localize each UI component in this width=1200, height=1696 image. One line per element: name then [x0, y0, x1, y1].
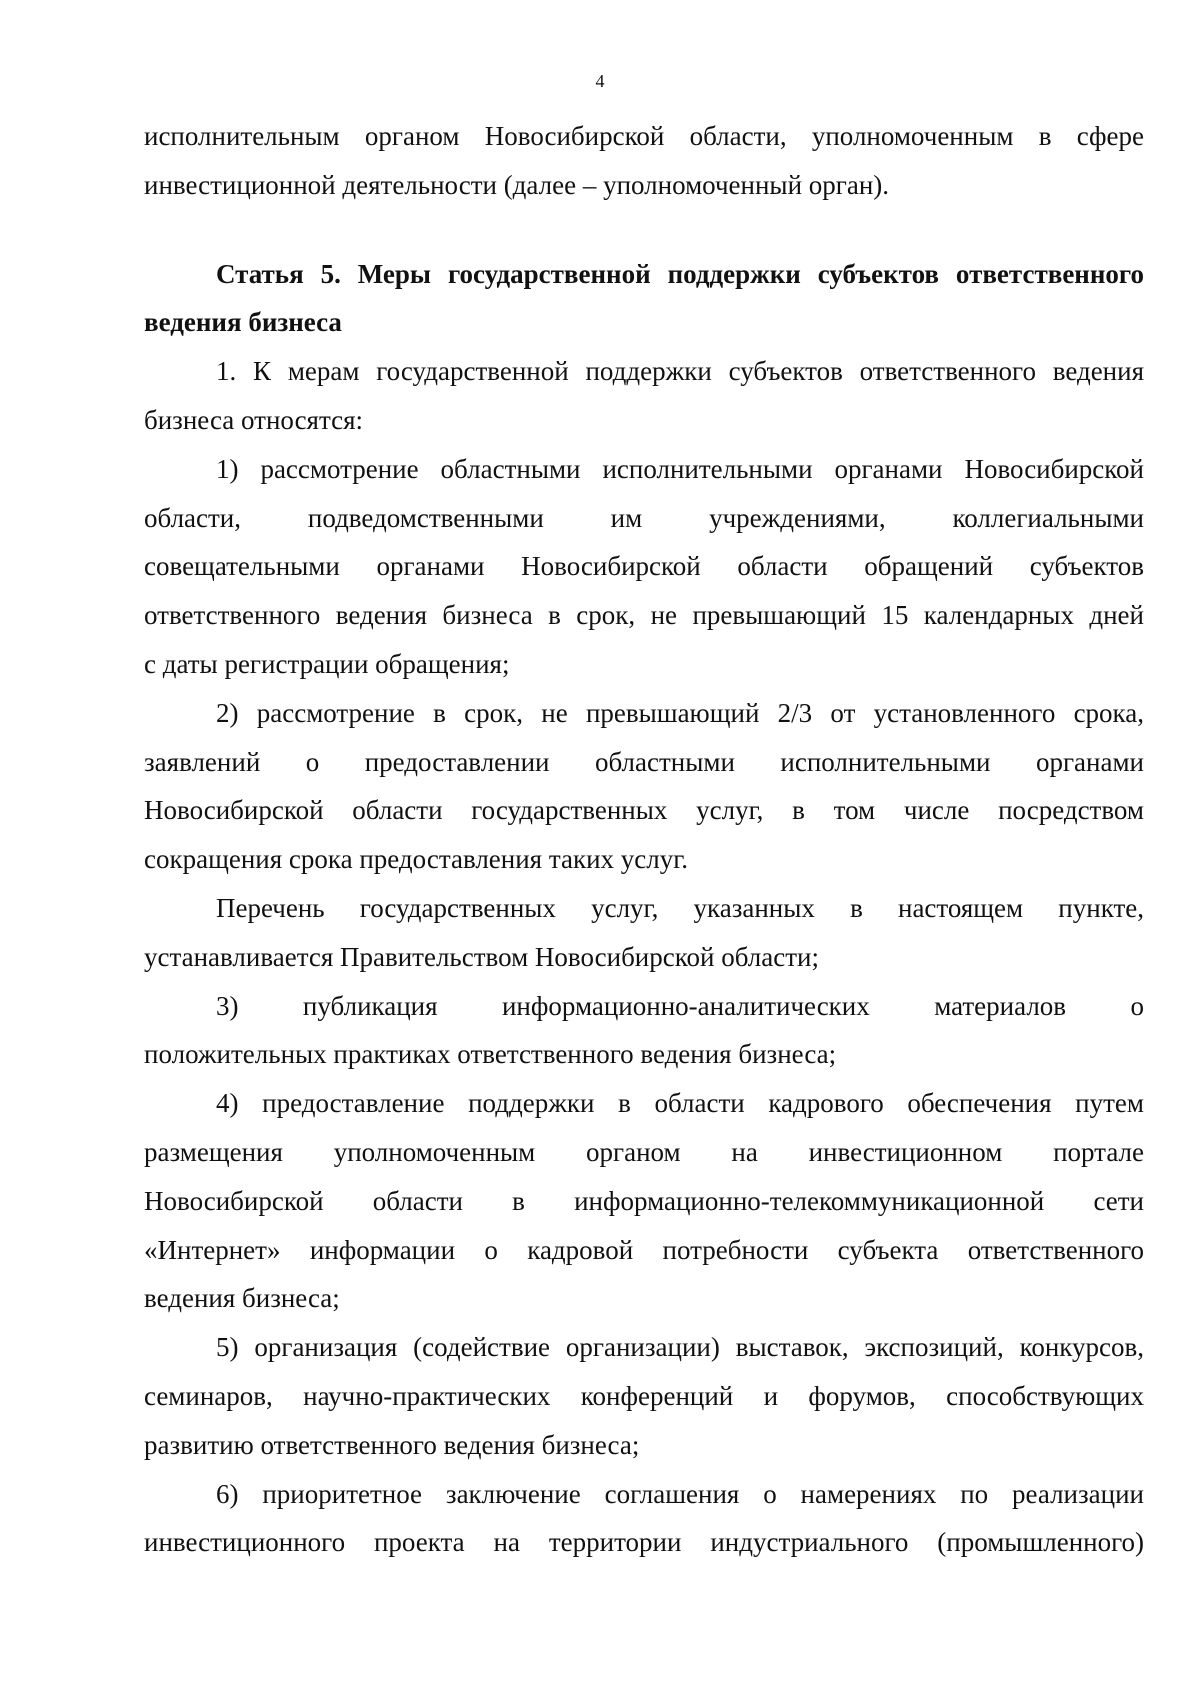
text-line: размещения уполномоченным органом на инвестиционном портале: [144, 1136, 1144, 1167]
heading-line: Статья 5. Меры государственной поддержки субъектов ответственного: [216, 258, 1144, 289]
list-item-3: [144, 982, 1144, 1080]
text-line: исполнительным органом Новосибирской области, уполномоченным в сфере: [144, 121, 1144, 151]
text-line: с даты регистрации обращения;: [144, 648, 510, 679]
text-line: Новосибирской области государственных услуг, в том числе посредством: [144, 795, 1144, 826]
text-line: 6) приоритетное заключение соглашения о намерениях по реализации: [216, 1478, 1144, 1509]
document-body: [144, 112, 1144, 1567]
intro-paragraph: [144, 112, 1144, 210]
text-line: совещательными органами Новосибирской области обращений субъектов: [144, 551, 1144, 582]
text-line: 5) организация (содействие организации) выставок, экспозиций, конкурсов,: [216, 1332, 1144, 1363]
text-line: ведения бизнеса;: [144, 1283, 340, 1314]
text-line: 3) публикация информационно-аналитических материалов о: [216, 990, 1144, 1021]
clause-1: [144, 347, 1144, 445]
text-line: заявлений о предоставлении областными исполнительными органами: [144, 746, 1144, 777]
text-line: сокращения срока предоставления таких услуг.: [144, 844, 689, 875]
list-note: [144, 884, 1144, 982]
text-line: семинаров, научно-практических конференций и форумов, способствующих: [144, 1380, 1144, 1411]
text-line: инвестиционного проекта на территории индустриального (промышленного): [144, 1527, 1144, 1558]
page-number: 4: [595, 71, 605, 91]
article-heading: [144, 250, 1144, 348]
text-line: инвестиционной деятельности (далее – уполномоченный орган).: [144, 169, 890, 200]
text-line: 2) рассмотрение в срок, не превышающий 2/3 от установленного срока,: [216, 697, 1144, 728]
section-gap: [144, 210, 1144, 250]
list-item-6: [144, 1470, 1144, 1568]
text-line: области, подведомственными им учреждениями, коллегиальными: [144, 502, 1144, 533]
text-line: устанавливается Правительством Новосибирской области;: [144, 941, 819, 972]
text-line: «Интернет» информации о кадровой потребности субъекта ответственного: [144, 1234, 1144, 1265]
text-line: Новосибирской области в информационно-телекоммуникационной сети: [144, 1185, 1144, 1216]
text-line: 4) предоставление поддержки в области кадрового обеспечения путем: [216, 1088, 1144, 1119]
list-item-2: [144, 689, 1144, 884]
text-line: 1. К мерам государственной поддержки субъектов ответственного ведения: [216, 356, 1144, 387]
text-line: 1) рассмотрение областными исполнительными органами Новосибирской: [216, 453, 1144, 484]
text-line: положительных практиках ответственного ведения бизнеса;: [144, 1039, 837, 1070]
text-line: ответственного ведения бизнеса в срок, не превышающий 15 календарных дней: [144, 600, 1144, 631]
text-line: бизнеса относятся:: [144, 404, 364, 435]
list-item-4: [144, 1079, 1144, 1323]
heading-line: ведения бизнеса: [144, 307, 342, 338]
list-item-5: [144, 1323, 1144, 1469]
text-line: Перечень государственных услуг, указанных в настоящем пункте,: [216, 892, 1144, 923]
list-item-1: [144, 445, 1144, 689]
text-line: развитию ответственного ведения бизнеса;: [144, 1429, 640, 1460]
